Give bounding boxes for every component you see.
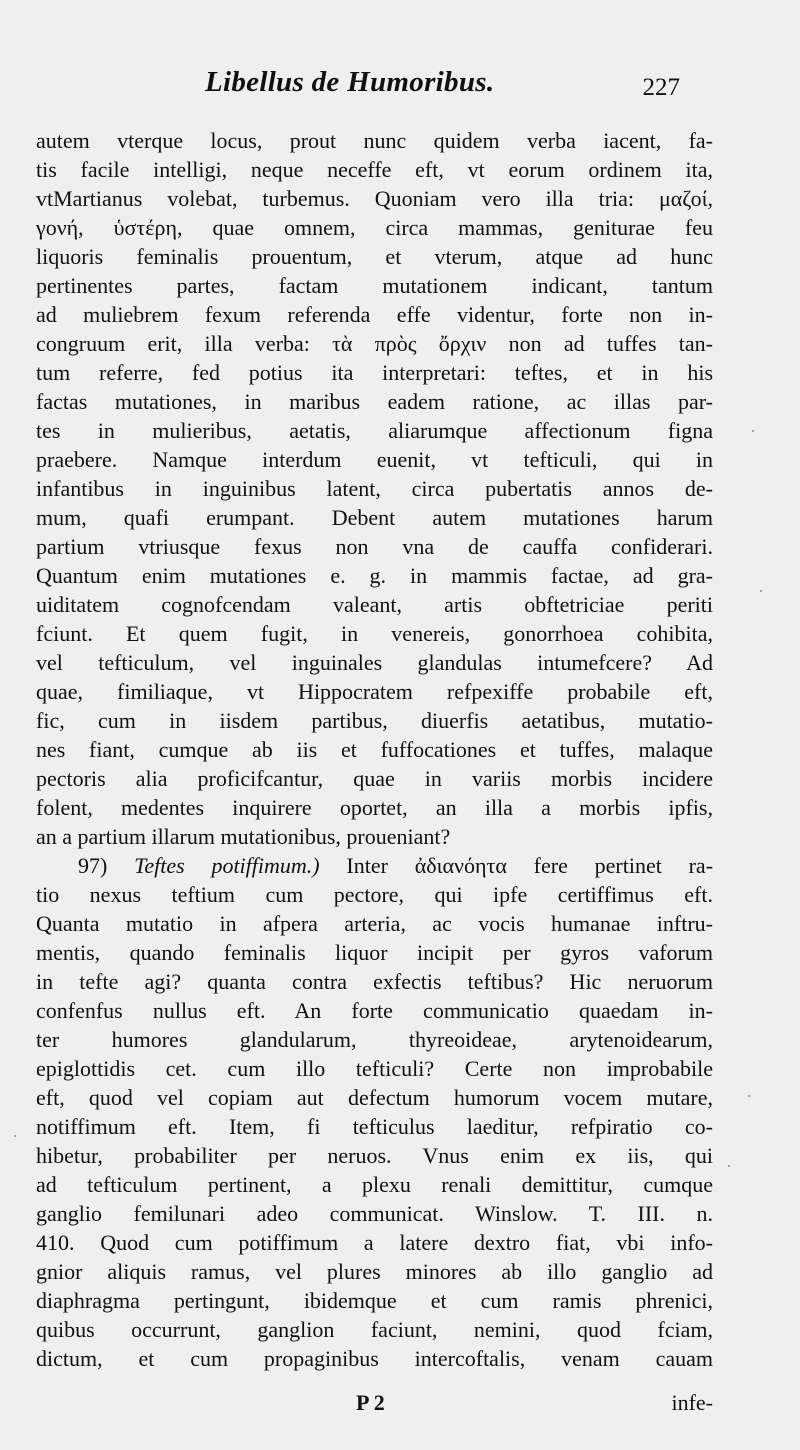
section-first-line-text: Inter ἀδιανόητα fere pertinet ra- <box>346 853 714 878</box>
page-footer <box>36 1390 713 1420</box>
text-line: gnior aliquis ramus, vel plures minores ab illo ganglio ad <box>36 1259 713 1284</box>
text-line: praebere. Namque interdum euenit, vt tefticuli, qui in <box>36 447 713 472</box>
text-line: eft, quod vel copiam aut defectum humorum vocem mutare, <box>36 1085 713 1110</box>
text-line: mentis, quando feminalis liquor incipit per gyros vaforum <box>36 940 713 965</box>
text-line: γονή, ὑστέρη, quae omnem, circa mammas, geniturae feu <box>36 215 713 240</box>
text-line: folent, medentes inquirere oportet, an illa a morbis ipfis, <box>36 795 713 820</box>
text-line: Quanta mutatio in afpera arteria, ac vocis humanae inftru- <box>36 911 713 936</box>
text-line: factas mutationes, in maribus eadem ratione, ac illas par- <box>36 389 713 414</box>
text-line: quae, fimiliaque, vt Hippocratem refpexiffe probabile eft, <box>36 679 713 704</box>
text-line: notiffimum eft. Item, fi tefticulus laeditur, refpiratio co- <box>36 1114 713 1139</box>
text-line: diaphragma pertingunt, ibidemque et cum ramis phrenici, <box>36 1288 713 1313</box>
catchword: infe- <box>671 1390 713 1415</box>
text-line: liquoris feminalis prouentum, et vterum, atque ad hunc <box>36 244 713 269</box>
body-text <box>36 126 713 1373</box>
section-lemma: Teftes potiffimum.) <box>134 853 320 878</box>
paper-speck <box>752 430 754 432</box>
text-line: uiditatem cognofcendam valeant, artis obftetriciae periti <box>36 592 713 617</box>
text-line: dictum, et cum propaginibus intercoftalis, venam cauam <box>36 1346 713 1371</box>
paragraph-1 <box>36 126 713 851</box>
page-number: 227 <box>642 74 680 101</box>
text-line: infantibus in inguinibus latent, circa pubertatis annos de- <box>36 476 713 501</box>
paper-speck <box>760 590 762 592</box>
paper-speck <box>728 1165 730 1167</box>
text-line: pertinentes partes, factam mutationem indicant, tantum <box>36 273 713 298</box>
text-line: mum, quafi erumpant. Debent autem mutationes harum <box>36 505 713 530</box>
text-line: tio nexus teftium cum pectore, qui ipfe certiffimus eft. <box>36 882 713 907</box>
section-first-line <box>36 851 713 880</box>
text-line: partium vtriusque fexus non vna de cauffa confiderari. <box>36 534 713 559</box>
paper-speck <box>748 1095 750 1097</box>
text-line: nes fiant, cumque ab iis et fuffocationes et tuffes, malaque <box>36 737 713 762</box>
text-line: hibetur, probabiliter per neruos. Vnus enim ex iis, qui <box>36 1143 713 1168</box>
printer-signature: P 2 <box>356 1390 385 1415</box>
text-line: ad tefticulum pertinent, a plexu renali demittitur, cumque <box>36 1172 713 1197</box>
text-line: tes in mulieribus, aetatis, aliarumque affectionum figna <box>36 418 713 443</box>
running-head <box>0 66 800 116</box>
text-line: quibus occurrunt, ganglion faciunt, nemini, quod fciam, <box>36 1317 713 1342</box>
text-line: 410. Quod cum potiffimum a latere dextro fiat, vbi info- <box>36 1230 713 1255</box>
text-line: confenfus nullus eft. An forte communicatio quaedam in- <box>36 998 713 1023</box>
text-line: autem vterque locus, prout nunc quidem verba iacent, fa- <box>36 128 713 153</box>
text-line: tum referre, fed potius ita interpretari: teftes, et in his <box>36 360 713 385</box>
text-line: in tefte agi? quanta contra exfectis teftibus? Hic neruorum <box>36 969 713 994</box>
text-line: ter humores glandularum, thyreoideae, arytenoidearum, <box>36 1027 713 1052</box>
running-title: Libellus de Humoribus. <box>205 66 495 98</box>
text-line: pectoris alia proficifcantur, quae in variis morbis incidere <box>36 766 713 791</box>
text-line: an a partium illarum mutationibus, proueniant? <box>36 824 451 849</box>
section-number: 97) <box>78 853 108 878</box>
text-line: vel tefticulum, vel inguinales glandulas intumefcere? Ad <box>36 650 713 675</box>
text-line: tis facile intelligi, neque neceffe eft, vt eorum ordinem ita, <box>36 157 713 182</box>
text-line: ad muliebrem fexum referenda effe videntur, forte non in- <box>36 302 713 327</box>
paper-speck <box>14 1135 16 1137</box>
text-line: fic, cum in iisdem partibus, diuerfis aetatibus, mutatio- <box>36 708 713 733</box>
text-line: epiglottidis cet. cum illo tefticuli? Certe non improbabile <box>36 1056 713 1081</box>
paragraph-2 <box>36 851 713 1373</box>
text-line: Quantum enim mutationes e. g. in mammis factae, ad gra- <box>36 563 713 588</box>
text-line: congruum erit, illa verba: τὰ πρὸς ὄρχιν non ad tuffes tan- <box>36 331 713 356</box>
text-line: vtMartianus volebat, turbemus. Quoniam vero illa tria: μαζοί, <box>36 186 713 211</box>
text-line: ganglio femilunari adeo communicat. Winslow. T. III. n. <box>36 1201 713 1226</box>
text-line: fciunt. Et quem fugit, in venereis, gonorrhoea cohibita, <box>36 621 713 646</box>
